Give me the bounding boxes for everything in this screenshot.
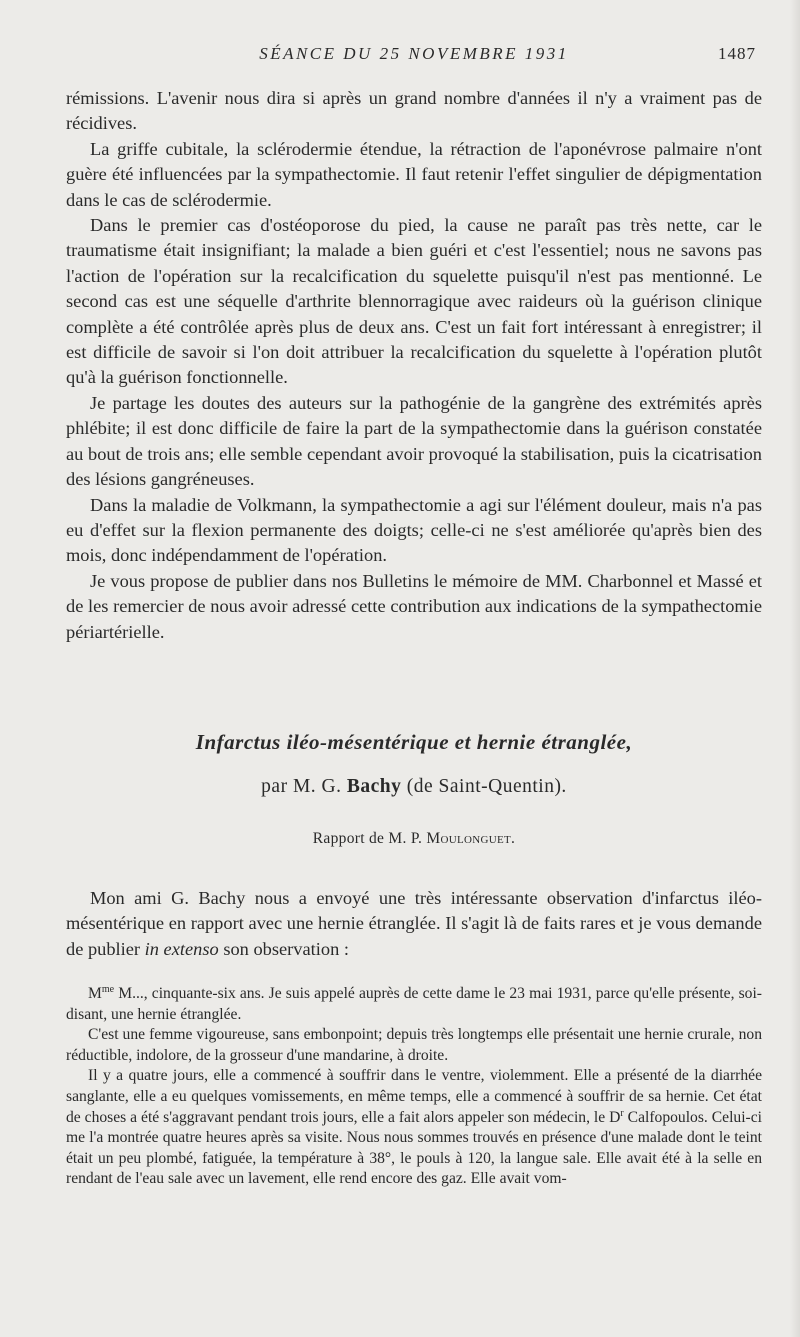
body-paragraph: Je partage les doutes des auteurs sur la pathogénie de la gangrène des extrémités après phlébite; il est donc difficile de faire la part de la sympathectomie dans la guérison constatée au bout de trois ans; elle semble cependant avoir provoqué la stabilisation, puis la cicatrisation des lésions gangréneuses. [66, 392, 762, 490]
byline-suffix: (de Saint-Quentin). [406, 776, 567, 797]
intro-emphasis: in extenso [144, 938, 219, 959]
case-para3-part1: Il y a quatre jours, elle a commencé à souffrir dans le ventre, violemment. Elle a présenté de la diarrhée sanglante, elle a eu quelques vomissements, en même temps, elle a commencé à souffrir de sa hernie. Cet état de choses a été s'aggravant pendant trois jours, elle a fait alors appeler son médecin, le D [66, 1067, 762, 1126]
intro-part1: Mon ami G. Bachy nous a envoyé une très intéressante observation d'infarctus iléo-mésentérique en rapport avec une hernie étranglée. Il s'agit là de faits rares et je vous demande de publier [66, 888, 762, 959]
running-head-title: SÉANCE DU 25 NOVEMBRE 1931 [259, 44, 569, 63]
article-title: Infarctus iléo-mésentérique et hernie étranglée, [195, 730, 633, 754]
byline [66, 776, 762, 798]
case-paragraph: C'est une femme vigoureuse, sans embonpoint; depuis très longtemps elle présentait une hernie crurale, non réductible, indolore, de la grosseur d'une mandarine, à droite. [66, 1026, 762, 1064]
case-para3-sup: r [620, 1107, 624, 1119]
report-name: Moulonguet. [426, 830, 516, 847]
case-first-sup: me [101, 983, 115, 995]
case-first-prefix: M [88, 985, 102, 1002]
report-conclusion-text [66, 86, 762, 645]
page-edge-shadow [790, 0, 800, 1337]
byline-author: Bachy [346, 776, 402, 797]
body-paragraph: Je vous propose de publier dans nos Bulletins le mémoire de MM. Charbonnel et Massé et de les remercier de nous avoir adressé cette contribution aux indications de la sympathectomie périartérielle. [66, 570, 762, 642]
page-number: 1487 [718, 44, 756, 63]
report-line [66, 830, 762, 848]
intro-text [66, 886, 762, 962]
case-paragraph [66, 984, 762, 1025]
case-para3-part2: Calfopoulos. Celui-ci me l'a montrée quatre heures après sa visite. Nous nous sommes trouvés en présence d'une malade dont le teint était un peu plombé, fatiguée, la température à 38°, le pouls à 120, la langue sale. Elle avait été à la selle en rendant de l'eau sale avec un lavement, elle rend encore des gaz. Elle avait vom- [66, 1108, 762, 1188]
intro-paragraph [66, 886, 762, 962]
byline-prefix: par M. G. [261, 776, 342, 797]
running-head [66, 44, 762, 68]
body-paragraph: rémissions. L'avenir nous dira si après un grand nombre d'années il n'y a vraiment pas de récidives. [66, 88, 762, 134]
body-paragraph: Dans le premier cas d'ostéoporose du pied, la cause ne paraît pas très nette, car le traumatisme était insignifiant; la malade a bien guéri et c'est l'essentiel; nous ne savons pas l'action de l'opération sur la recalcification du squelette puisqu'il n'est pas mentionné. Le second cas est une séquelle d'arthrite blennorragique avec raideurs où la guérison clinique complète a été contrôlée après plus de deux ans. C'est un fait fort intéressant à enregistrer; il est difficile de savoir si l'on doit attribuer la recalcification du squelette à l'opération plutôt qu'à la guérison fonctionnelle. [66, 215, 762, 388]
intro-part2: son observation : [218, 938, 349, 959]
case-paragraph [66, 1066, 762, 1190]
report-prefix: Rapport de M. P. [312, 830, 423, 847]
body-paragraph: La griffe cubitale, la sclérodermie étendue, la rétraction de l'aponévrose palmaire n'ont guère été influencées par la sympathectomie. Il faut retenir l'effet singulier de dépigmentation dans le cas de sclérodermie. [66, 138, 762, 210]
case-first-rest: M..., cinquante-six ans. Je suis appelé auprès de cette dame le 23 mai 1931, parce qu'elle présente, soi-disant, une hernie étranglée. [66, 985, 762, 1023]
case-observation [66, 984, 762, 1190]
body-paragraph: Dans la maladie de Volkmann, la sympathectomie a agi sur l'élément douleur, mais n'a pas eu d'effet sur la flexion permanente des doigts; celle-ci ne s'est améliorée qu'après bien des mois, donc indépendamment de l'opération. [66, 494, 762, 566]
